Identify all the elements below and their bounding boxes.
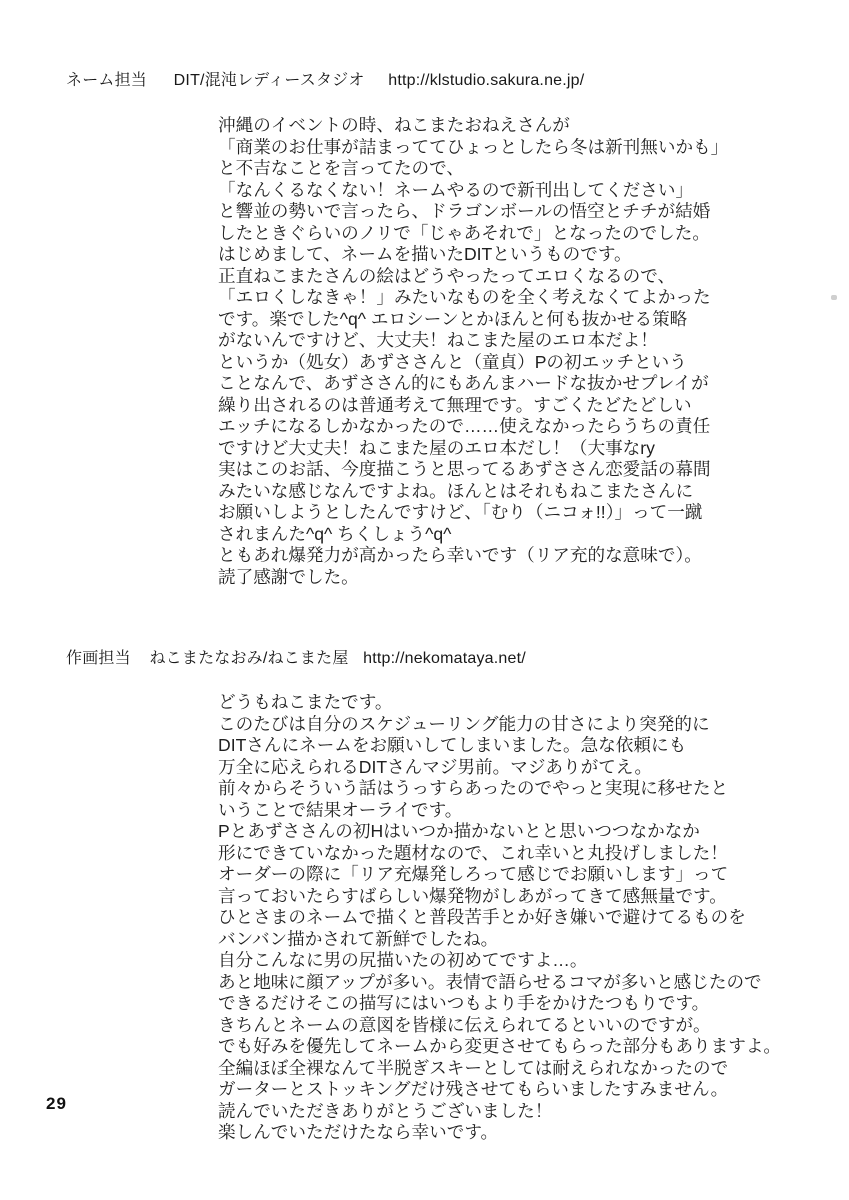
credit-name: DIT/混沌レディースタジオ — [173, 72, 365, 89]
text-line: できるだけそこの描写にはいつもより手をかけたつもりです。 — [218, 993, 710, 1013]
text-line: 正直ねこまたさんの絵はどうやったってエロくなるので、 — [218, 265, 676, 286]
text-line: 読んでいただきありがとうございました！ — [218, 1100, 553, 1121]
text-line: いうことで結果オーライです。 — [218, 799, 463, 820]
storyboard-credit-header — [66, 67, 584, 90]
text-line: お願いしようとしたんですけど、「むり（ニコォ!!）」って一蹴 — [218, 502, 703, 522]
text-line: ことなんで、あずささん的にもあんまハードな抜かせプレイが — [218, 373, 709, 393]
artwork-afterword-text — [218, 692, 781, 1144]
text-line: です。楽でした^q^ エロシーンとかほんと何も抜かせる策略 — [218, 308, 688, 329]
text-line: でも好みを優先してネームから変更させてもらった部分もありますよ。 — [218, 1036, 782, 1056]
text-line: 「なんくるなくない！ネームやるので新刊出してください」 — [218, 179, 694, 200]
credit-role: 作画担当 — [66, 650, 131, 667]
text-line: バンバン描かされて新鮮でしたね。 — [218, 928, 499, 949]
page-number: 29 — [46, 1094, 67, 1113]
text-line: 前々からそういう話はうっすらあったのでやっと実現に移せたと — [218, 778, 729, 798]
text-line: 形にできていなかった題材なので、これ幸いと丸投げしました！ — [218, 842, 728, 863]
text-line: はじめまして、ネームを描いたDITというものです。 — [218, 244, 632, 264]
text-line: 楽しんでいただけたなら幸いです。 — [218, 1122, 499, 1142]
text-line: きちんとネームの意図を皆様に伝えられてるといいのですが。 — [218, 1014, 711, 1035]
credit-url: http://nekomataya.net/ — [363, 650, 526, 667]
text-line: Pとあずささんの初Hはいつか描かないとと思いつつなかなか — [218, 821, 700, 841]
artwork-credit-header — [66, 645, 526, 668]
text-line: と不吉なことを言ってたので、 — [218, 158, 464, 178]
text-line: ひとさまのネームで描くと普段苦手とか好き嫌いで避けてるものを — [218, 907, 746, 927]
storyboard-afterword-text — [218, 115, 728, 588]
text-line: エッチになるしかなかったので……使えなかったらうちの責任 — [218, 416, 711, 436]
text-line: 読了感謝でした。 — [218, 566, 359, 587]
text-line: 万全に応えられるDITさんマジ男前。マジありがてえ。 — [218, 756, 653, 777]
text-line: このたびは自分のスケジューリング能力の甘さにより突発的に — [218, 713, 710, 734]
text-line: オーダーの際に「リア充爆発しろって感じでお願いします」って — [218, 864, 729, 884]
text-line: ですけど大丈夫！ねこまた屋のエロ本だし！（大事なry — [218, 437, 655, 458]
text-line: 全編ほぼ全裸なんて半脱ぎスキーとしては耐えられなかったので — [218, 1057, 729, 1078]
credit-url: http://klstudio.sakura.ne.jp/ — [388, 72, 585, 89]
text-line: 沖縄のイベントの時、ねこまたおねえさんが — [218, 115, 570, 135]
text-line: というか（処女）あずささんと（童貞）Pの初エッチという — [218, 351, 687, 372]
text-line: ともあれ爆発力が高かったら幸いです（リア充的な意味で）。 — [218, 545, 702, 565]
text-line: みたいな感じなんですよね。ほんとはそれもねこまたさんに — [218, 480, 694, 501]
credit-name: ねこまたなおみ/ねこまた屋 — [149, 650, 349, 667]
text-line: されまんた^q^ ちくしょう^q^ — [218, 523, 452, 544]
text-line: 言っておいたらすばらしい爆発物がしあがってきて感無量です。 — [218, 885, 727, 906]
text-line: 「エロくしなきゃ！」みたいなものを全く考えなくてよかった — [218, 287, 711, 307]
text-line: がないんですけど、大丈夫！ねこまた屋のエロ本だよ！ — [218, 330, 658, 350]
text-line: どうもねこまたです。 — [218, 692, 393, 712]
text-line: 「商業のお仕事が詰まっててひょっとしたら冬は新刊無いかも」 — [218, 136, 729, 157]
text-line: あと地味に顔アップが多い。表情で語らせるコマが多いと感じたので — [218, 971, 762, 992]
text-line: 自分こんなに男の尻描いたの初めてですよ…。 — [218, 950, 588, 970]
text-line: ガーターとストッキングだけ残させてもらいましたすみません。 — [218, 1079, 729, 1099]
text-line: 繰り出されるのは普通考えて無理です。すごくたどたどしい — [218, 394, 692, 415]
text-line: DITさんにネームをお願いしてしまいました。急な依頼にも — [218, 735, 687, 755]
scan-artifact-dot — [831, 295, 837, 300]
text-line: と響並の勢いで言ったら、ドラゴンボールの悟空とチチが結婚 — [218, 201, 711, 221]
text-line: したときぐらいのノリで「じゃあそれで」となったのでした。 — [218, 222, 710, 243]
text-line: 実はこのお話、今度描こうと思ってるあずささん恋愛話の幕間 — [218, 459, 711, 479]
credit-role: ネーム担当 — [66, 72, 148, 89]
